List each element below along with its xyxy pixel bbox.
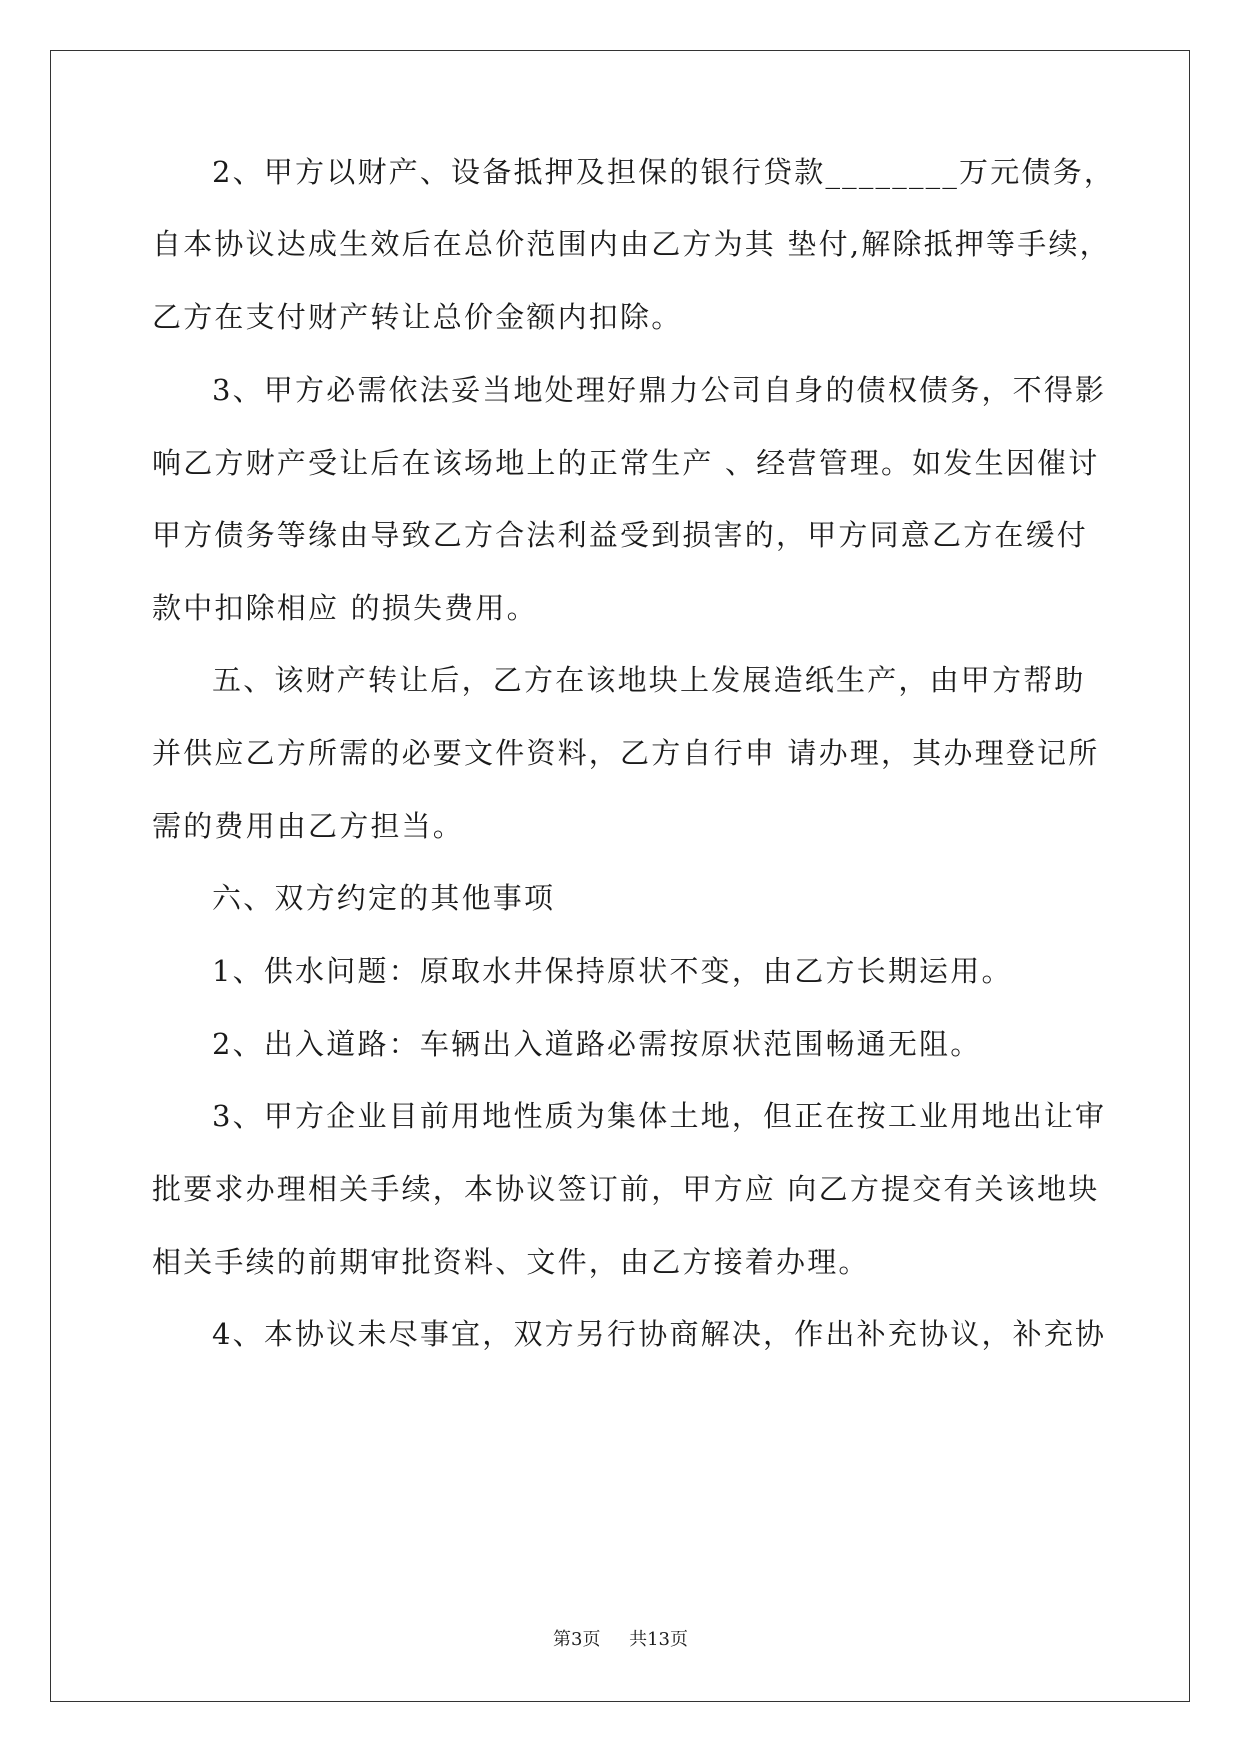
- page-footer: [0, 1625, 1241, 1651]
- text-line: 3、甲方企业目前用地性质为集体土地，但正在按工业用地出让审: [212, 1099, 1107, 1133]
- text-line: 2、出入道路：车辆出入道路必需按原状范围畅通无阻。: [212, 1027, 982, 1061]
- page-total: 共13页: [629, 1629, 688, 1650]
- text-line: 五、该财产转让后，乙方在该地块上发展造纸生产，由甲方帮助: [212, 663, 1086, 697]
- text-line: 自本协议达成生效后在总价范围内由乙方为其 垫付,解除抵押等手续，: [152, 227, 1111, 261]
- text-line: 甲方债务等缘由导致乙方合法利益受到损害的，甲方同意乙方在缓付: [152, 518, 1089, 552]
- text-line: 款中扣除相应 的损失费用。: [152, 591, 538, 625]
- page-number: 第3页: [553, 1629, 601, 1650]
- text-line: 响乙方财产受让后在该场地上的正常生产 、经营管理。如发生因催讨: [152, 446, 1100, 480]
- text-line: 2、甲方以财产、设备抵押及担保的银行贷款________万元债务，: [212, 155, 1116, 189]
- text-line: 乙方在支付财产转让总价金额内扣除。: [152, 300, 683, 334]
- text-line: 4、本协议未尽事宜，双方另行协商解决，作出补充协议，补充协: [212, 1317, 1107, 1351]
- text-line: 3、甲方必需依法妥当地处理好鼎力公司自身的债权债务，不得影: [212, 373, 1107, 407]
- text-line: 并供应乙方所需的必要文件资料，乙方自行申 请办理，其办理登记所: [152, 736, 1100, 770]
- text-line: 1、供水问题：原取水井保持原状不变，由乙方长期运用。: [212, 954, 1013, 988]
- text-line: 六、双方约定的其他事项: [212, 881, 556, 915]
- text-line: 批要求办理相关手续，本协议签订前，甲方应 向乙方提交有关该地块: [152, 1172, 1100, 1206]
- text-line: 相关手续的前期审批资料、文件，由乙方接着办理。: [152, 1245, 870, 1279]
- text-line: 需的费用由乙方担当。: [152, 809, 465, 843]
